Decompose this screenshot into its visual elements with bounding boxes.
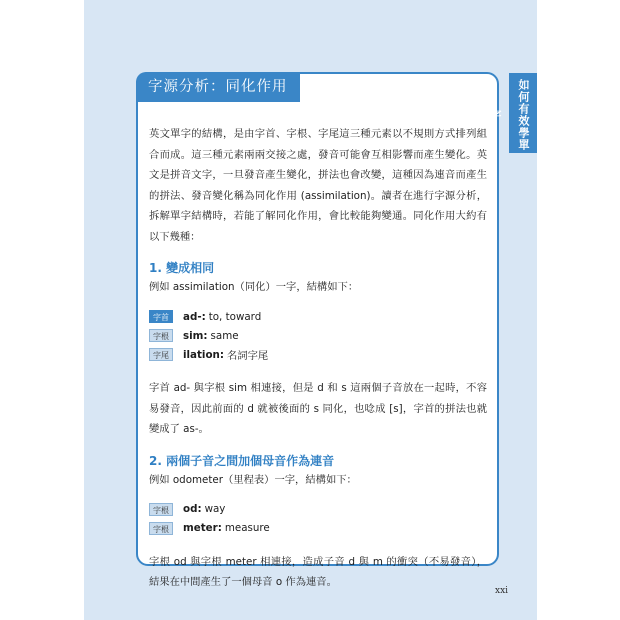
suffix-tag: 字尾	[149, 348, 173, 361]
morpheme-term: meter:	[183, 522, 222, 534]
morpheme-row	[149, 307, 487, 326]
morpheme-list-1	[149, 307, 487, 364]
intro-paragraph: 英文單字的結構，是由字首、字根、字尾這三種元素以不規則方式排列組合而成。這三種元素兩兩交接之處，發音可能會互相影響而產生變化。英文是拼音文字，一旦發音產生變化，拼法也會改變，這種因為連音而產生的拼法、發音變化稱為同化作用 (assimilation)。讀者在進行字源分析，拆解單字結構時，若能了解同化作用，會比較能夠變通。同化作用大約有以下幾種：	[149, 128, 487, 243]
section-title: 字源分析：同化作用	[136, 72, 300, 102]
example-line-1: 例如 assimilation（同化）一字，結構如下：	[149, 281, 359, 293]
morpheme-list-2	[149, 500, 487, 538]
morpheme-row	[149, 326, 487, 345]
explanation-paragraph-1: 字首 ad- 與字根 sim 相連接，但是 d 和 s 這兩個子音放在一起時，不容易發音，因此前面的 d 就被後面的 s 同化，也唸成 [s]，字首的拼法也就變成了 as-。	[149, 382, 487, 435]
prefix-tag: 字首	[149, 310, 173, 323]
chapter-side-tab: 如何有效學單字	[509, 73, 537, 153]
morpheme-meaning: to, toward	[208, 310, 262, 323]
morpheme-meaning: same	[210, 329, 239, 342]
root-tag: 字根	[149, 522, 173, 535]
root-tag: 字根	[149, 329, 173, 342]
morpheme-term: ad-:	[183, 310, 206, 323]
explanation-paragraph-2: 字根 od 與字根 meter 相連接，造成子音 d 與 m 的衝突（不易發音），結果在中間產生了一個母音 o 作為連音。	[149, 555, 487, 588]
morpheme-row	[149, 519, 487, 538]
main-content	[149, 124, 487, 605]
morpheme-meaning: 名詞字尾	[226, 350, 269, 362]
subsection-heading-1: 1. 變成相同	[149, 261, 215, 275]
morpheme-term: od:	[183, 503, 202, 515]
morpheme-row	[149, 500, 487, 519]
example-line-2: 例如 odometer（里程表）一字，結構如下：	[149, 473, 357, 486]
morpheme-term: sim:	[183, 329, 208, 342]
morpheme-meaning: way	[204, 503, 226, 515]
morpheme-term: ilation:	[183, 348, 224, 361]
subsection-heading-2: 2. 兩個子音之間加個母音作為連音	[149, 453, 335, 468]
page-number: xxi	[495, 586, 509, 596]
morpheme-meaning: measure	[224, 522, 270, 534]
root-tag: 字根	[149, 503, 173, 516]
morpheme-row	[149, 345, 487, 364]
